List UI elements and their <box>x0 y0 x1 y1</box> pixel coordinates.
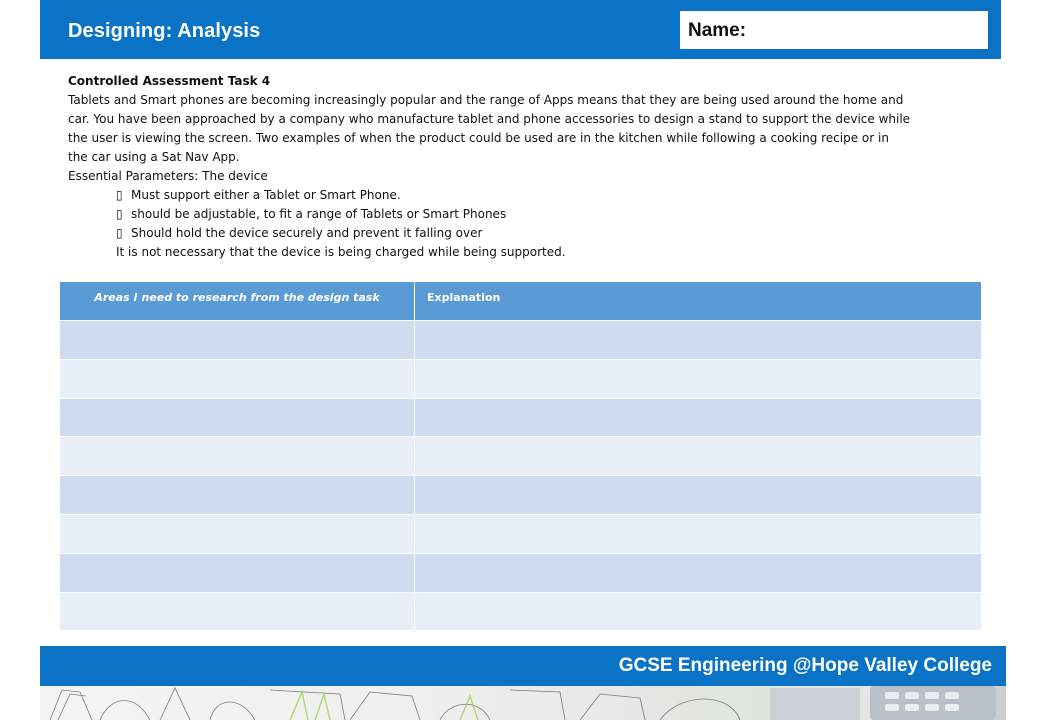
table-row <box>60 359 982 398</box>
parameters-label: Essential Parameters: The device <box>68 169 268 183</box>
table-row <box>60 437 982 476</box>
header-bar <box>40 0 1001 59</box>
task-line: Tablets and Smart phones are becoming increasingly popular and the range of Apps means that they are being used around the home and <box>68 93 904 107</box>
table-row <box>60 514 982 553</box>
area-cell[interactable] <box>60 553 415 592</box>
name-field[interactable] <box>680 11 988 49</box>
sketch-drawing <box>40 686 1006 720</box>
explanation-cell[interactable] <box>415 553 982 592</box>
explanation-cell[interactable] <box>415 321 982 360</box>
area-cell[interactable] <box>60 359 415 398</box>
table-row <box>60 398 982 437</box>
task-line: the user is viewing the screen. Two examples of when the product could be used are in the kitchen while following a cooking recipe or in <box>68 131 889 145</box>
area-cell[interactable] <box>60 476 415 515</box>
parameter-item <box>68 186 983 205</box>
research-table <box>59 281 982 631</box>
column-header-areas: Areas I need to research from the design task <box>60 282 415 321</box>
task-note: It is not necessary that the device is being charged while being supported. <box>116 245 566 259</box>
bullet-icon: ▯ <box>116 207 123 221</box>
table-row <box>60 592 982 631</box>
explanation-cell[interactable] <box>415 398 982 437</box>
parameter-text: should be adjustable, to fit a range of Tablets or Smart Phones <box>131 207 507 221</box>
table-header-row <box>60 282 982 321</box>
task-heading: Controlled Assessment Task 4 <box>68 74 271 88</box>
task-description <box>68 72 983 262</box>
task-line: car. You have been approached by a company who manufacture tablet and phone accessories to design a stand to support the device while <box>68 112 911 126</box>
parameter-text: Should hold the device securely and prevent it falling over <box>131 226 483 240</box>
column-header-explanation: Explanation <box>415 282 982 321</box>
footer-text: GCSE Engineering @Hope Valley College <box>618 655 992 676</box>
page-title: Designing: Analysis <box>68 20 261 42</box>
area-cell[interactable] <box>60 398 415 437</box>
explanation-cell[interactable] <box>415 359 982 398</box>
table-row <box>60 553 982 592</box>
name-label: Name: <box>688 20 747 41</box>
bullet-icon: ▯ <box>116 226 123 240</box>
area-cell[interactable] <box>60 592 415 631</box>
parameter-item <box>68 205 983 224</box>
sketch-background-image <box>40 686 1006 720</box>
explanation-cell[interactable] <box>415 476 982 515</box>
area-cell[interactable] <box>60 437 415 476</box>
explanation-cell[interactable] <box>415 514 982 553</box>
explanation-cell[interactable] <box>415 592 982 631</box>
explanation-cell[interactable] <box>415 437 982 476</box>
parameter-item <box>68 224 983 243</box>
bullet-icon: ▯ <box>116 188 123 202</box>
table-row <box>60 321 982 360</box>
area-cell[interactable] <box>60 514 415 553</box>
parameter-text: Must support either a Tablet or Smart Phone. <box>131 188 401 202</box>
table-row <box>60 476 982 515</box>
area-cell[interactable] <box>60 321 415 360</box>
footer-bar <box>40 646 1006 686</box>
task-line: the car using a Sat Nav App. <box>68 150 240 164</box>
